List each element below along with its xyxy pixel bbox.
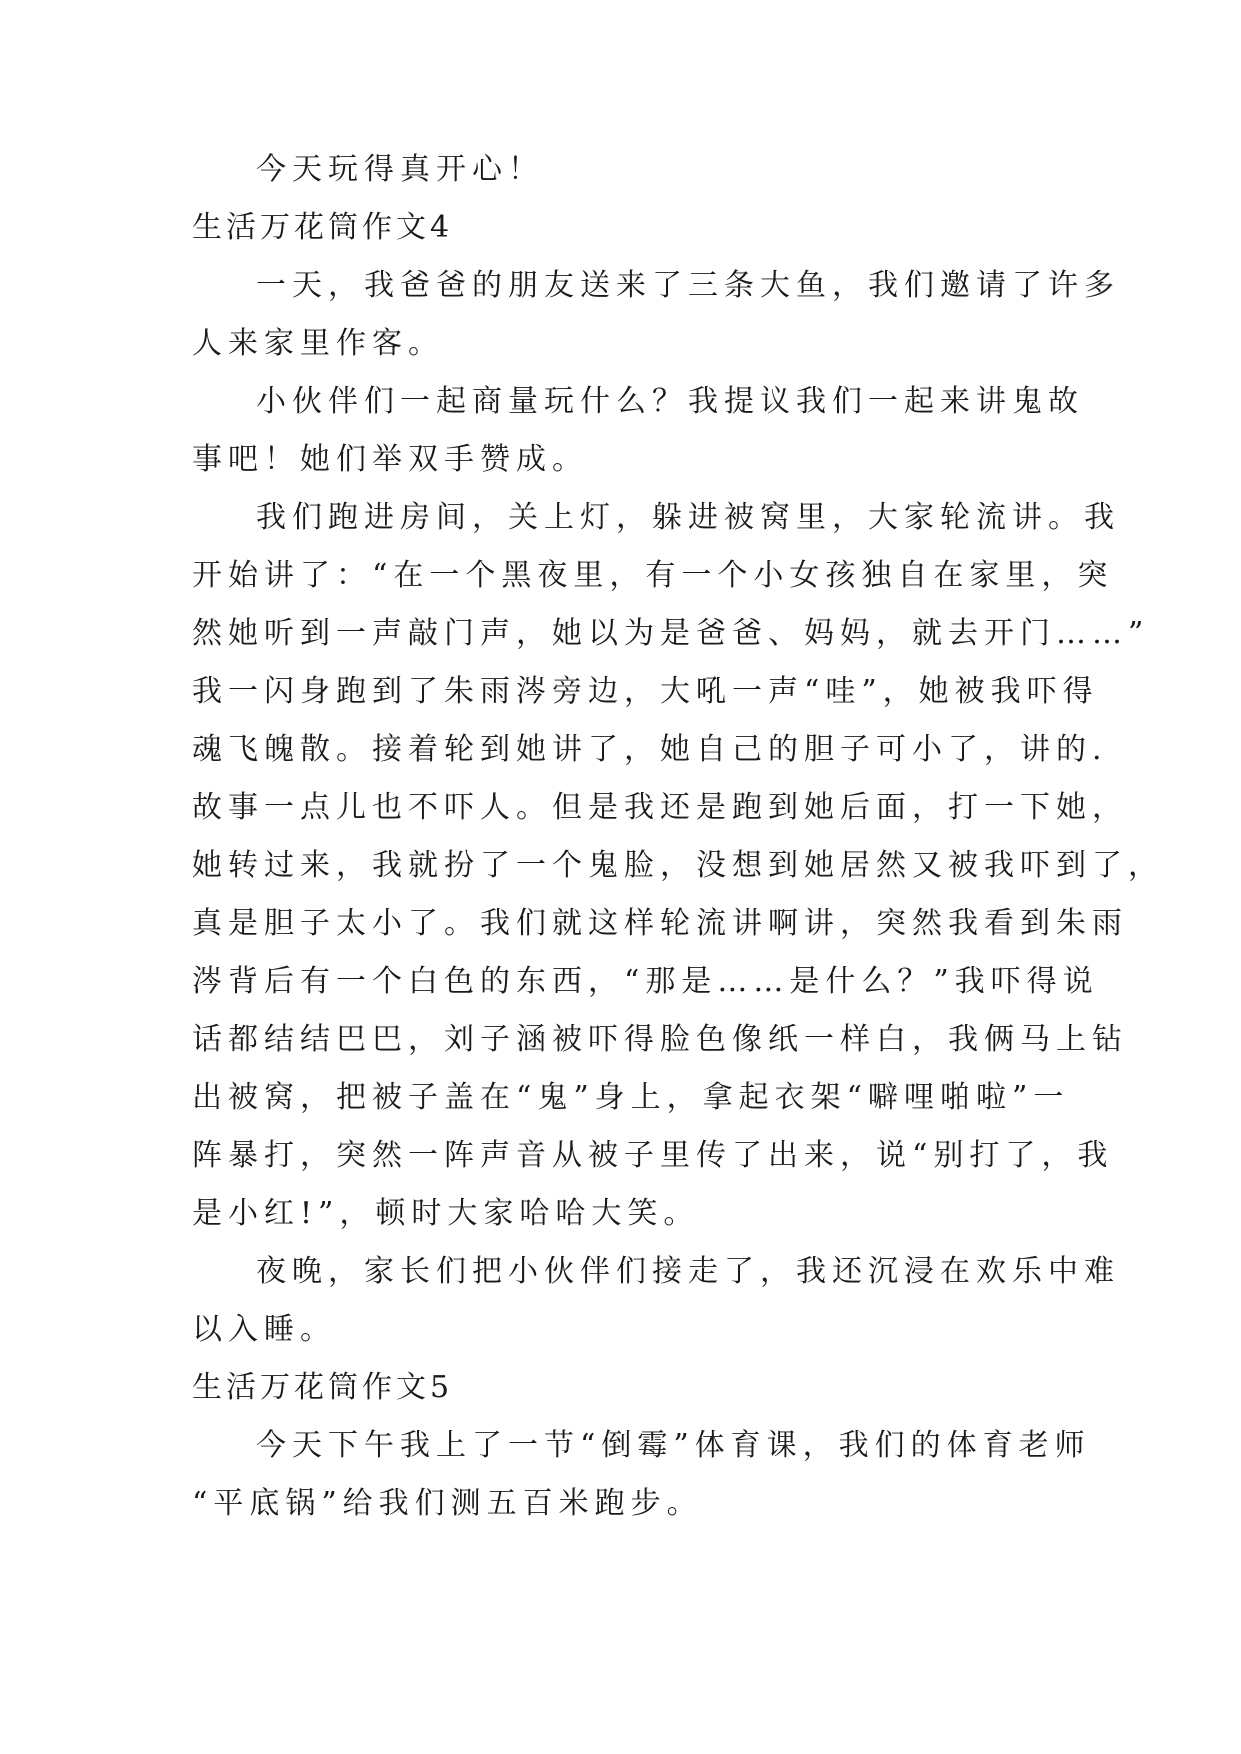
paragraph-line: 一天，我爸爸的朋友送来了三条大鱼，我们邀请了许多 — [256, 268, 1120, 303]
paragraph-line: 阵暴打，突然一阵声音从被子里传了出来，说“别打了，我 — [192, 1138, 1114, 1173]
paragraph-line: “平底锅”给我们测五百米跑步。 — [192, 1486, 703, 1521]
paragraph-line: 开始讲了：“在一个黑夜里，有一个小女孩独自在家里，突 — [192, 558, 1114, 593]
paragraph-line: 出被窝，把被子盖在“鬼”身上，拿起衣架“噼哩啪啦”一 — [192, 1080, 1070, 1115]
paragraph-line: 话都结结巴巴，刘子涵被吓得脸色像纸一样白，我俩马上钻 — [192, 1022, 1128, 1057]
paragraph-line: 她转过来，我就扮了一个鬼脸，没想到她居然又被我吓到了， — [192, 848, 1164, 883]
paragraph-line: 我一闪身跑到了朱雨涔旁边，大吼一声“哇”，她被我吓得 — [192, 674, 1099, 709]
paragraph-line: 今天玩得真开心！ — [256, 152, 544, 187]
paragraph-line: 以入睡。 — [192, 1312, 336, 1347]
paragraph-line: 人来家里作客。 — [192, 326, 444, 361]
paragraph-line: 事吧！她们举双手赞成。 — [192, 442, 588, 477]
paragraph-line: 是小红!”，顿时大家哈哈大笑。 — [192, 1196, 700, 1231]
section-heading: 生活万花筒作文5 — [192, 1370, 454, 1405]
paragraph-line: 真是胆子太小了。我们就这样轮流讲啊讲，突然我看到朱雨 — [192, 906, 1128, 941]
paragraph-line: 涔背后有一个白色的东西，“那是……是什么？”我吓得说 — [192, 964, 1099, 999]
paragraph-line: 小伙伴们一起商量玩什么？我提议我们一起来讲鬼故 — [256, 384, 1084, 419]
paragraph-line: 夜晚，家长们把小伙伴们接走了，我还沉浸在欢乐中难 — [256, 1254, 1120, 1289]
section-heading: 生活万花筒作文4 — [192, 210, 454, 245]
paragraph-line: 我们跑进房间，关上灯，躲进被窝里，大家轮流讲。我 — [256, 500, 1120, 535]
paragraph-line: 今天下午我上了一节“倒霉”体育课，我们的体育老师 — [256, 1428, 1091, 1463]
paragraph-line: 然她听到一声敲门声，她以为是爸爸、妈妈，就去开门……” — [192, 616, 1150, 651]
paragraph-line: 故事一点儿也不吓人。但是我还是跑到她后面，打一下她， — [192, 790, 1128, 825]
paragraph-line: 魂飞魄散。接着轮到她讲了，她自己的胆子可小了，讲的. — [192, 732, 1108, 767]
